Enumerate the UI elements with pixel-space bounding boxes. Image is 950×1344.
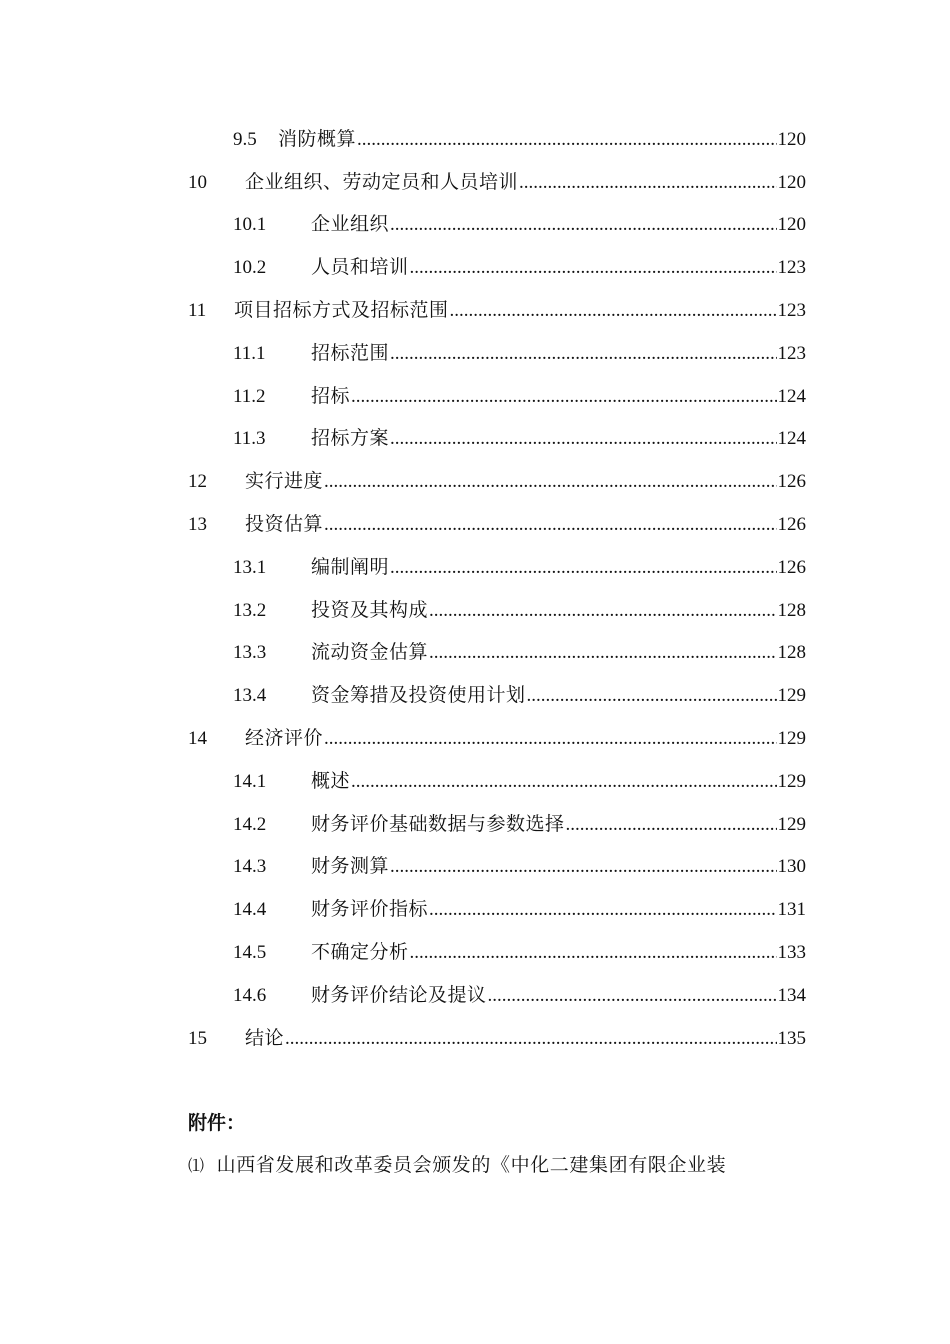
toc-entry-title: 招标 [311,384,351,407]
toc-entry-number: 14.4 [233,899,267,921]
toc-entry-page: 120 [777,171,806,193]
appendix-item [188,1150,808,1177]
toc-leader-dots [390,429,776,448]
toc-leader-dots [488,986,777,1005]
toc-entry-number: 15 [188,1027,207,1049]
toc-entry[interactable] [188,503,806,546]
toc-entry-page: 133 [777,942,806,964]
toc-entry-number: 11.2 [233,385,266,407]
toc-entry-title: 财务评价结论及提议 [311,983,487,1006]
toc-entry[interactable] [188,760,806,803]
toc-entry-number: 13.4 [233,685,267,707]
toc-entry-page: 124 [777,385,806,407]
toc-entry-number: 14.5 [233,942,267,964]
toc-entry-page: 126 [777,471,806,493]
toc-entry-page: 126 [777,514,806,536]
toc-leader-dots [410,258,777,277]
toc-leader-dots [324,729,776,748]
toc-entry-number: 12 [188,471,207,493]
toc-entry-page: 130 [777,856,806,878]
toc-leader-dots [429,900,776,919]
toc-leader-dots [324,515,776,534]
toc-entry[interactable] [188,204,806,247]
toc-entry-title: 财务评价指标 [311,898,429,921]
toc-entry-title: 招标范围 [311,341,390,364]
toc-entry-number: 14 [188,728,207,750]
toc-entry[interactable] [188,118,806,161]
toc-entry-number: 11.1 [233,342,266,364]
toc-entry[interactable] [188,931,806,974]
appendix-item-text: 山西省发展和改革委员会颁发的《中化二建集团有限企业装 [216,1154,727,1176]
toc-entry-page: 134 [777,984,806,1006]
toc-entry-page: 129 [777,770,806,792]
toc-entry-page: 129 [777,728,806,750]
toc-entry-title: 财务评价基础数据与参数选择 [311,812,565,835]
toc-entry[interactable] [188,846,806,889]
toc-leader-dots [527,686,777,705]
toc-entry-title: 经济评价 [245,727,324,750]
toc-entry-title: 流动资金估算 [311,641,429,664]
toc-entry-title: 投资及其构成 [311,598,429,621]
toc-entry[interactable] [188,161,806,204]
toc-entry[interactable] [188,375,806,418]
toc-entry-page: 123 [777,342,806,364]
toc-entry[interactable] [188,589,806,632]
toc-entry-title: 企业组织 [311,213,390,236]
toc-entry-number: 14.3 [233,856,267,878]
toc-entry-title: 不确定分析 [311,941,409,964]
toc-entry-number: 10.2 [233,257,267,279]
toc-leader-dots [351,387,776,406]
toc-entry[interactable] [188,546,806,589]
toc-entry-title: 招标方案 [311,427,390,450]
toc-entry-number: 9.5 [233,128,257,150]
toc-entry[interactable] [188,289,806,332]
toc-leader-dots [450,301,777,320]
toc-entry-title: 项目招标方式及招标范围 [234,299,449,322]
toc-entry[interactable] [188,717,806,760]
toc-entry-title: 人员和培训 [311,256,409,279]
toc-leader-dots [429,643,776,662]
toc-entry-title: 编制阐明 [311,555,390,578]
toc-entry-number: 14.1 [233,770,267,792]
toc-entry-page: 124 [777,428,806,450]
toc-entry[interactable] [188,674,806,717]
toc-leader-dots [390,215,776,234]
toc-entry-page: 120 [777,128,806,150]
toc-entry[interactable] [188,246,806,289]
toc-leader-dots [390,558,776,577]
toc-leader-dots [324,472,776,491]
toc-entry-title: 资金筹措及投资使用计划 [311,684,526,707]
toc-entry-page: 123 [777,257,806,279]
toc-leader-dots [351,772,776,791]
appendix-item-marker: ⑴ [188,1156,205,1175]
toc-entry-number: 13.3 [233,642,267,664]
toc-entry-number: 11 [188,300,207,322]
toc-entry-page: 120 [777,214,806,236]
toc-leader-dots [390,857,776,876]
table-of-contents [188,118,806,1060]
toc-entry-page: 129 [777,813,806,835]
toc-entry-title: 概述 [311,769,351,792]
toc-entry-page: 128 [777,642,806,664]
toc-entry-title: 消防概算 [278,127,357,150]
appendix-heading: 附件： [188,1112,246,1134]
toc-entry-page: 126 [777,556,806,578]
toc-entry-page: 131 [777,899,806,921]
toc-entry-title: 实行进度 [245,470,324,493]
toc-entry-page: 129 [777,685,806,707]
toc-entry[interactable] [188,332,806,375]
toc-leader-dots [390,344,776,363]
toc-leader-dots [285,1029,776,1048]
toc-leader-dots [410,943,777,962]
toc-entry-number: 13.2 [233,599,267,621]
toc-entry[interactable] [188,803,806,846]
toc-entry[interactable] [188,974,806,1017]
toc-entry-title: 结论 [245,1026,285,1049]
toc-entry-number: 13 [188,514,207,536]
toc-entry-number: 10.1 [233,214,267,236]
toc-leader-dots [566,815,777,834]
toc-entry-number: 14.2 [233,813,267,835]
toc-entry-number: 11.3 [233,428,266,450]
toc-entry[interactable] [188,1017,806,1060]
toc-entry-title: 投资估算 [245,513,324,536]
toc-entry-number: 13.1 [233,556,267,578]
toc-leader-dots [519,173,776,192]
toc-entry[interactable] [188,888,806,931]
toc-leader-dots [429,601,776,620]
toc-entry-page: 128 [777,599,806,621]
toc-entry-number: 14.6 [233,984,267,1006]
toc-entry-title: 企业组织、劳动定员和人员培训 [245,170,519,193]
toc-entry-page: 123 [777,300,806,322]
toc-entry-number: 10 [188,171,207,193]
toc-leader-dots [357,130,776,149]
toc-entry[interactable] [188,632,806,675]
toc-entry[interactable] [188,460,806,503]
toc-entry[interactable] [188,418,806,461]
toc-entry-page: 135 [777,1027,806,1049]
toc-entry-title: 财务测算 [311,855,390,878]
